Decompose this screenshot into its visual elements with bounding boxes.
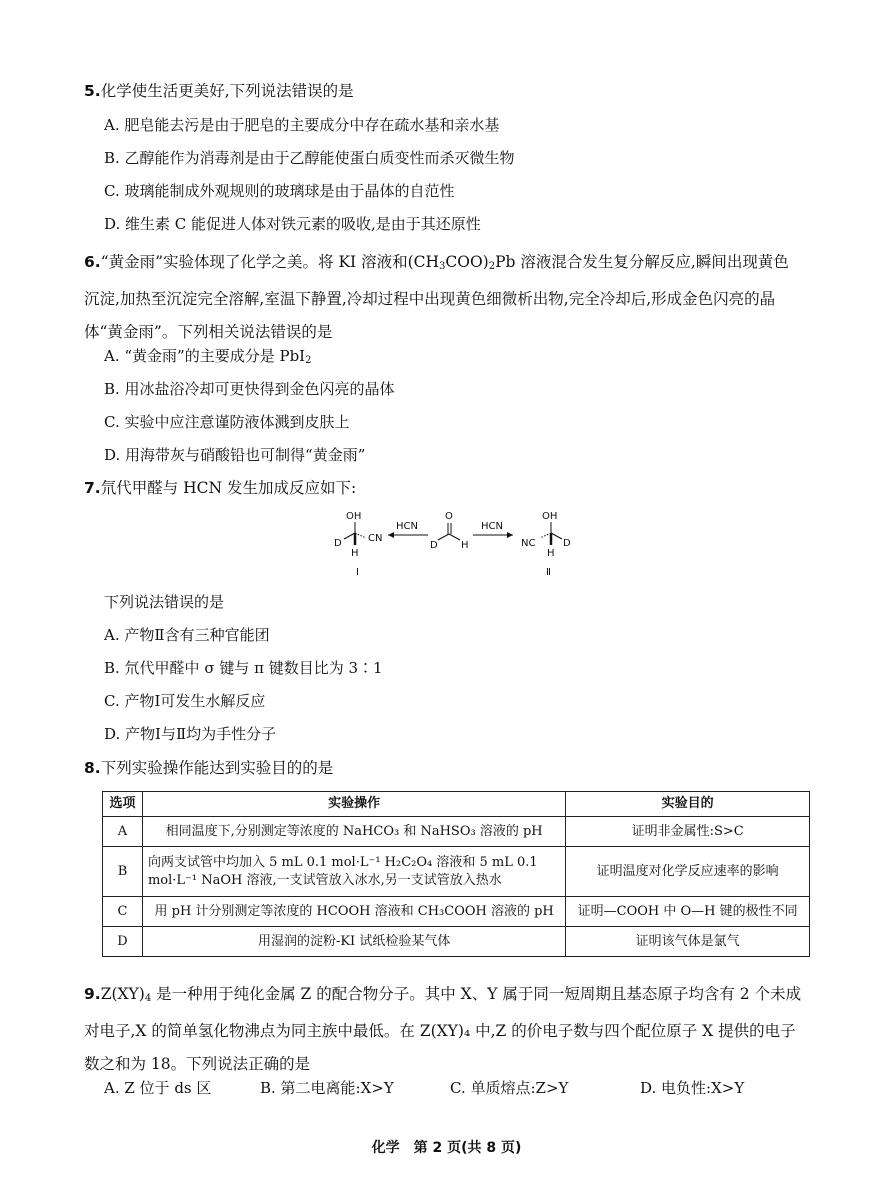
option-b: B. 乙醇能作为消毒剂是由于乙醇能使蛋白质变性而杀灭微生物	[104, 149, 515, 167]
d-label: D	[430, 540, 438, 551]
table-row	[103, 897, 810, 927]
product-i-label: Ⅰ	[356, 567, 359, 578]
question-stem: 下列实验操作能达到实验目的的是	[100, 759, 334, 777]
option-d: D. 产物Ⅰ与Ⅱ均为手性分子	[104, 725, 277, 743]
table-row	[103, 927, 810, 957]
option-a	[104, 345, 311, 372]
d-label: D	[563, 538, 571, 549]
option-text: A. “黄金雨”的主要成分是 PbI	[104, 347, 306, 365]
o-label: O	[445, 511, 453, 522]
question-stem: Pb 溶液混合发生复分解反应,瞬间出现黄色沉淀,加热至沉淀完全溶解,室温下静置,冷却过程中出现黄色细微析出物,完全冷却后,形成金色闪亮的晶体“黄金雨”。下列相关说法错误的是	[84, 253, 789, 341]
subscript: 2	[305, 355, 312, 366]
table-header-row	[103, 792, 810, 817]
h-label: H	[461, 540, 469, 551]
table-cell: 用湿润的淀粉-KI 试纸检验某气体	[142, 927, 565, 957]
question-number: 9.	[84, 985, 101, 1003]
subscript: 3	[439, 261, 446, 272]
option-c: C. 产物Ⅰ可发生水解反应	[104, 692, 266, 710]
table-cell: 证明温度对化学反应速率的影响	[566, 847, 810, 897]
question-5	[84, 80, 354, 102]
subscript: 2	[488, 261, 496, 272]
table-header: 实验目的	[566, 792, 810, 817]
question-stem: Z(XY)	[100, 985, 145, 1003]
table-cell: A	[103, 817, 143, 847]
reagent-label: HCN	[481, 521, 503, 532]
table-cell: 证明非金属性:S>C	[566, 817, 810, 847]
nc-label: NC	[521, 538, 536, 549]
question-number: 8.	[84, 759, 101, 777]
question-9	[84, 978, 804, 1081]
subscript: 4	[144, 993, 152, 1004]
table-cell: B	[103, 847, 143, 897]
oh-label: OH	[346, 511, 362, 522]
oh-label: OH	[542, 511, 558, 522]
question-stem: COO)	[445, 253, 489, 271]
option-a: A. 肥皂能去污是由于肥皂的主要成分中存在疏水基和亲水基	[104, 116, 500, 134]
option-c: C. 单质熔点:Z>Y	[450, 1079, 569, 1097]
option-c: C. 玻璃能制成外观规则的玻璃球是由于晶体的自范性	[104, 182, 455, 200]
question-stem: 氘代甲醛与 HCN 发生加成反应如下:	[100, 479, 357, 497]
table-cell: 证明该气体是氯气	[566, 927, 810, 957]
option-b: B. 用冰盐浴冷却可更快得到金色闪亮的晶体	[104, 380, 395, 398]
option-b: B. 氘代甲醛中 σ 键与 π 键数目比为 3∶1	[104, 659, 383, 677]
option-c: C. 实验中应注意谨防液体溅到皮肤上	[104, 413, 350, 431]
question-number: 5.	[84, 82, 101, 100]
table-header: 选项	[103, 792, 143, 817]
question-stem: 化学使生活更美好,下列说法错误的是	[100, 82, 354, 100]
question-stem: “黄金雨”实验体现了化学之美。将 KI 溶液和(CH	[100, 253, 440, 271]
question-8	[84, 757, 333, 779]
question-lead: 下列说法错误的是	[104, 593, 225, 611]
reaction-scheme	[330, 505, 580, 580]
option-b: B. 第二电离能:X>Y	[260, 1079, 394, 1097]
question-number: 6.	[84, 253, 101, 271]
option-d: D. 用海带灰与硝酸铅也可制得“黄金雨”	[104, 446, 366, 464]
question-6	[84, 246, 804, 349]
table-header: 实验操作	[142, 792, 565, 817]
page-footer: 化学 第 2 页(共 8 页)	[371, 1140, 522, 1156]
table-cell: 向两支试管中均加入 5 mL 0.1 mol·L⁻¹ H₂C₂O₄ 溶液和 5 mL 0.1 mol·L⁻¹ NaOH 溶液,一支试管放入冰水,另一支试管放入热水	[142, 847, 565, 897]
question-number: 7.	[84, 479, 101, 497]
experiment-table	[102, 791, 810, 957]
table-cell: 用 pH 计分别测定等浓度的 HCOOH 溶液和 CH₃COOH 溶液的 pH	[142, 897, 565, 927]
cn-label: CN	[368, 533, 383, 544]
table-cell: D	[103, 927, 143, 957]
reagent-label: HCN	[396, 521, 418, 532]
question-stem: 是一种用于纯化金属 Z 的配合物分子。其中 X、Y 属于同一短周期且基态原子均含有 2 个未成对电子,X 的简单氢化物沸点为同主族中最低。在 Z(XY)₄ 中,Z 的价电子数与四个配位原子 X 提供的电子数之和为 18。下列说法正确的是	[84, 985, 802, 1073]
option-d: D. 维生素 C 能促进人体对铁元素的吸收,是由于其还原性	[104, 215, 481, 233]
table-cell: 相同温度下,分别测定等浓度的 NaHCO₃ 和 NaHSO₃ 溶液的 pH	[142, 817, 565, 847]
option-d: D. 电负性:X>Y	[640, 1079, 745, 1097]
product-ii-label: Ⅱ	[546, 567, 551, 578]
h-label: H	[547, 548, 555, 559]
option-a: A. 产物Ⅱ含有三种官能团	[104, 626, 270, 644]
question-7	[84, 477, 356, 499]
h-label: H	[351, 548, 359, 559]
d-label: D	[334, 538, 342, 549]
table-row	[103, 817, 810, 847]
option-a: A. Z 位于 ds 区	[104, 1079, 212, 1097]
table-cell: C	[103, 897, 143, 927]
table-cell: 证明—COOH 中 O—H 键的极性不同	[566, 897, 810, 927]
table-row	[103, 847, 810, 897]
